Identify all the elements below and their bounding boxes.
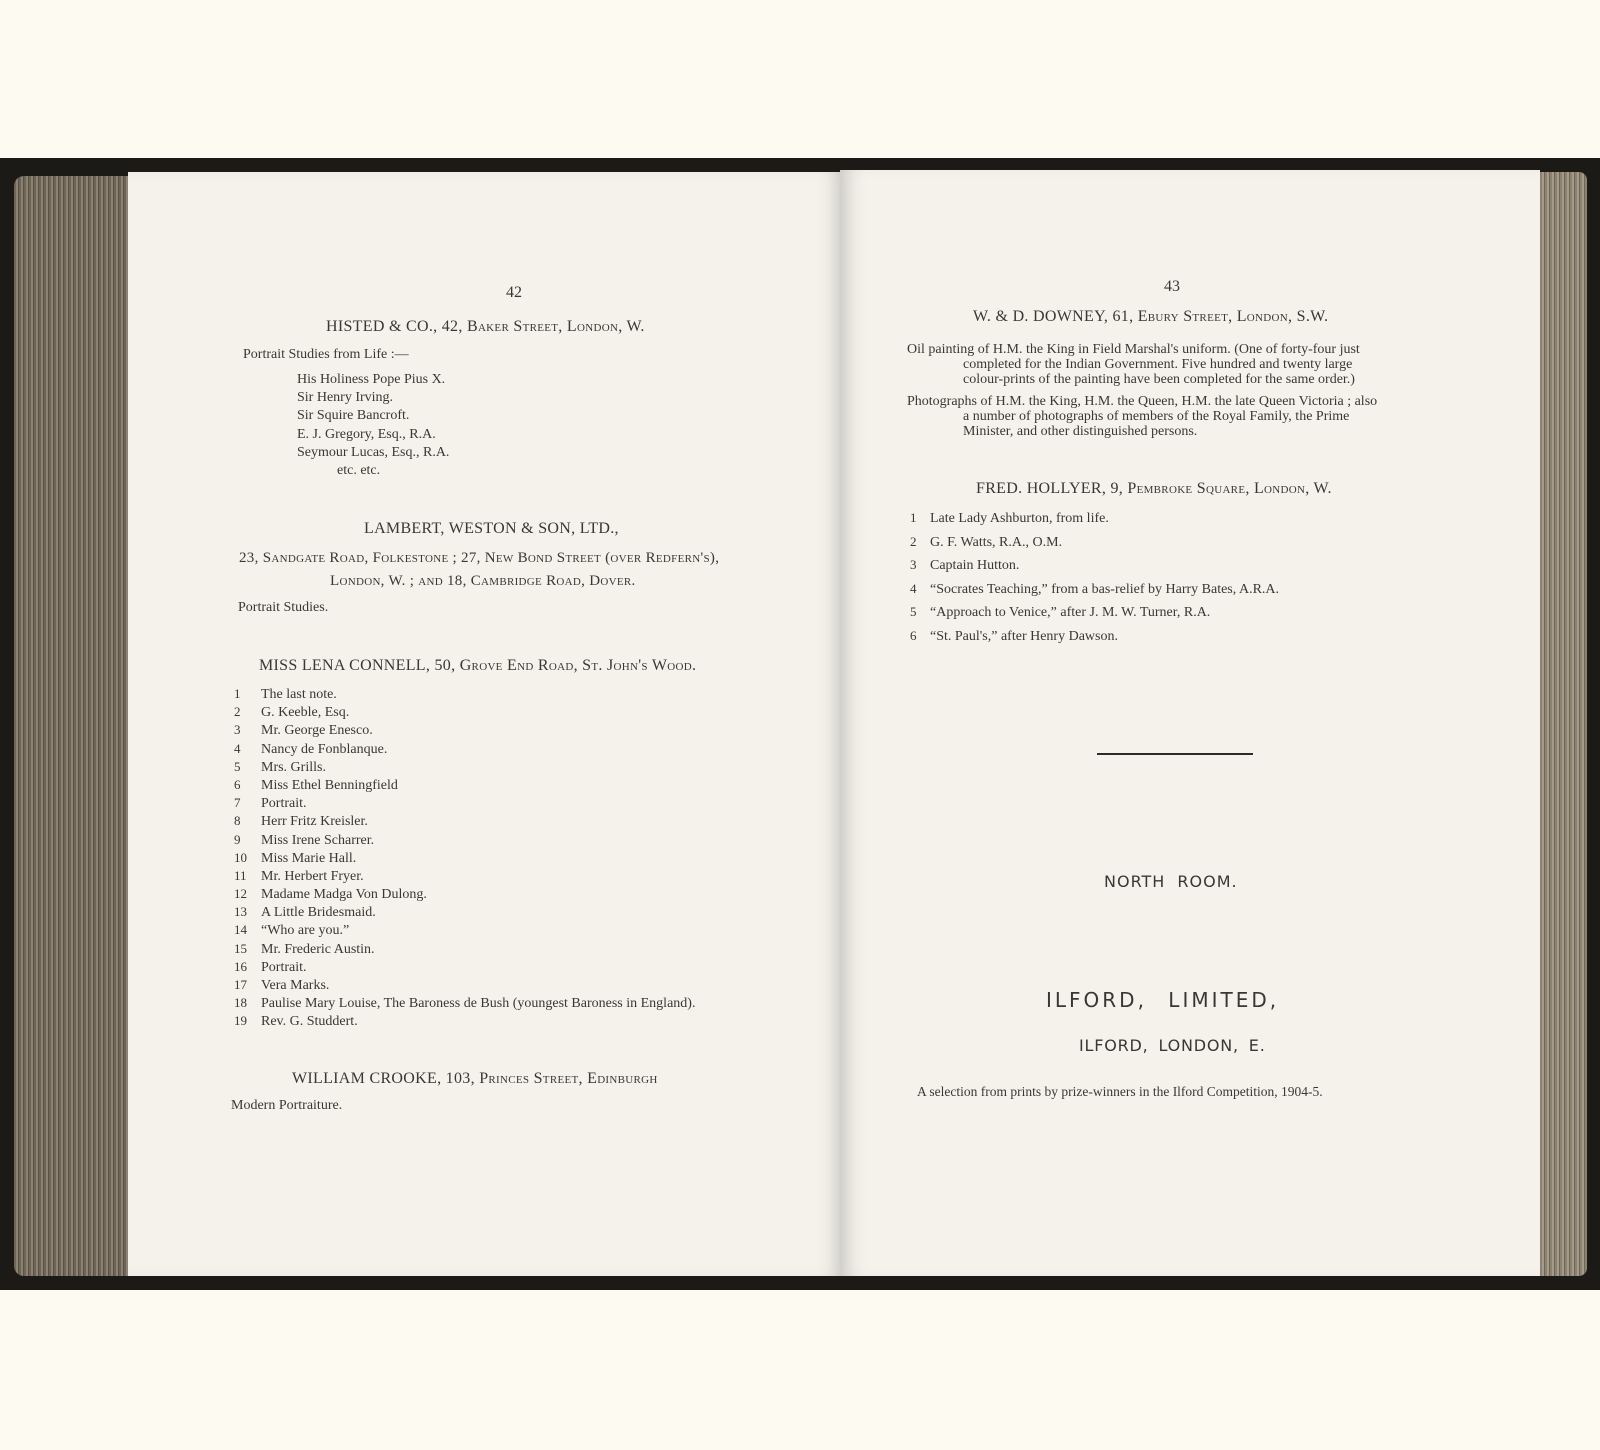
ilford-title: ILFORD, LIMITED, bbox=[1046, 988, 1280, 1012]
connell-heading: MISS LENA CONNELL, 50, Grove End Road, St. John's Wood. bbox=[259, 657, 697, 674]
list-item: Sir Squire Bancroft. bbox=[297, 408, 410, 424]
crooke-note: Modern Portraiture. bbox=[231, 1098, 343, 1113]
list-item: 15 Mr. Frederic Austin. bbox=[234, 940, 375, 957]
open-book bbox=[0, 158, 1600, 1290]
list-item: 4 Nancy de Fonblanque. bbox=[234, 740, 388, 757]
downey-heading: W. & D. DOWNEY, 61, Ebury Street, London, S.W. bbox=[973, 308, 1329, 325]
left-page bbox=[128, 172, 844, 1276]
list-item: 1 Late Lady Ashburton, from life. bbox=[910, 510, 1109, 526]
list-item: 2 G. F. Watts, R.A., O.M. bbox=[910, 533, 1063, 550]
downey-paragraph-1: Oil painting of H.M. the King in Field Marshal's uniform. (One of forty-four just completed for the Indian Government. Five hundred and twenty large colour-prints of the painting have been completed for the same order.) bbox=[907, 342, 1360, 387]
list-item: 7 Portrait. bbox=[234, 795, 307, 812]
right-page bbox=[840, 170, 1540, 1276]
list-item: Seymour Lucas, Esq., R.A. bbox=[297, 444, 450, 460]
page-edges-left bbox=[14, 176, 144, 1276]
list-item: 14 “Who are you.” bbox=[234, 922, 350, 939]
list-item: 2 G. Keeble, Esq. bbox=[234, 704, 350, 721]
north-room-heading: NORTH ROOM. bbox=[1104, 872, 1238, 891]
lambert-address-line2: London, W. ; and 18, Cambridge Road, Dover. bbox=[330, 573, 636, 589]
hollyer-list bbox=[910, 506, 1279, 647]
page-edges-right bbox=[1535, 172, 1587, 1276]
list-item: Sir Henry Irving. bbox=[297, 390, 394, 406]
page-number: 43 bbox=[1164, 278, 1180, 295]
ilford-subtitle: ILFORD, LONDON, E. bbox=[1079, 1036, 1266, 1055]
connell-list bbox=[234, 685, 695, 1031]
list-item: 3 Captain Hutton. bbox=[910, 557, 1020, 573]
list-item: 16 Portrait. bbox=[234, 958, 307, 975]
hollyer-heading: FRED. HOLLYER, 9, Pembroke Square, London, W. bbox=[976, 480, 1332, 497]
list-item: 5 Mrs. Grills. bbox=[234, 758, 326, 775]
list-item: 8 Herr Fritz Kreisler. bbox=[234, 813, 368, 830]
downey-paragraph-2: Photographs of H.M. the King, H.M. the Queen, H.M. the late Queen Victoria ; also a number of photographs of members of the Royal Family, the Prime Minister, and other distinguished persons. bbox=[907, 394, 1378, 439]
list-item: 10 Miss Marie Hall. bbox=[234, 849, 357, 866]
lambert-heading: LAMBERT, WESTON & SON, LTD., bbox=[364, 520, 619, 537]
ilford-note: A selection from prints by prize-winners in the Ilford Competition, 1904-5. bbox=[917, 1084, 1323, 1099]
list-item: 6 Miss Ethel Benningfield bbox=[234, 776, 398, 793]
list-item: 12 Madame Madga Von Dulong. bbox=[234, 886, 427, 903]
lambert-note: Portrait Studies. bbox=[238, 600, 329, 615]
list-item: 18 Paulise Mary Louise, The Baroness de Bush (youngest Baroness in England). bbox=[234, 995, 696, 1012]
list-item: etc. etc. bbox=[337, 462, 381, 478]
list-item: 3 Mr. George Enesco. bbox=[234, 722, 373, 739]
histed-list bbox=[297, 371, 449, 480]
list-item: 1 The last note. bbox=[234, 686, 337, 702]
page-number: 42 bbox=[506, 284, 522, 301]
list-item: 6 “St. Paul's,” after Henry Dawson. bbox=[910, 627, 1118, 644]
list-item: 4 “Socrates Teaching,” from a bas-relief by Harry Bates, A.R.A. bbox=[910, 580, 1280, 597]
lambert-address-line1: 23, Sandgate Road, Folkestone ; 27, New Bond Street (over Redfern's), bbox=[239, 550, 720, 566]
list-item: His Holiness Pope Pius X. bbox=[297, 372, 446, 387]
list-item: 17 Vera Marks. bbox=[234, 977, 330, 993]
list-item: E. J. Gregory, Esq., R.A. bbox=[297, 426, 436, 442]
list-item: 5 “Approach to Venice,” after J. M. W. Turner, R.A. bbox=[910, 604, 1211, 620]
list-item: 9 Miss Irene Scharrer. bbox=[234, 831, 375, 848]
list-item: 11 Mr. Herbert Fryer. bbox=[234, 867, 364, 884]
histed-intro: Portrait Studies from Life :— bbox=[243, 347, 409, 362]
list-item: 13 A Little Bridesmaid. bbox=[234, 904, 376, 921]
histed-heading: HISTED & CO., 42, Baker Street, London, W. bbox=[326, 318, 645, 335]
section-divider bbox=[1097, 753, 1253, 755]
list-item: 19 Rev. G. Studdert. bbox=[234, 1013, 358, 1030]
crooke-heading: WILLIAM CROOKE, 103, Princes Street, Edinburgh bbox=[292, 1070, 658, 1087]
